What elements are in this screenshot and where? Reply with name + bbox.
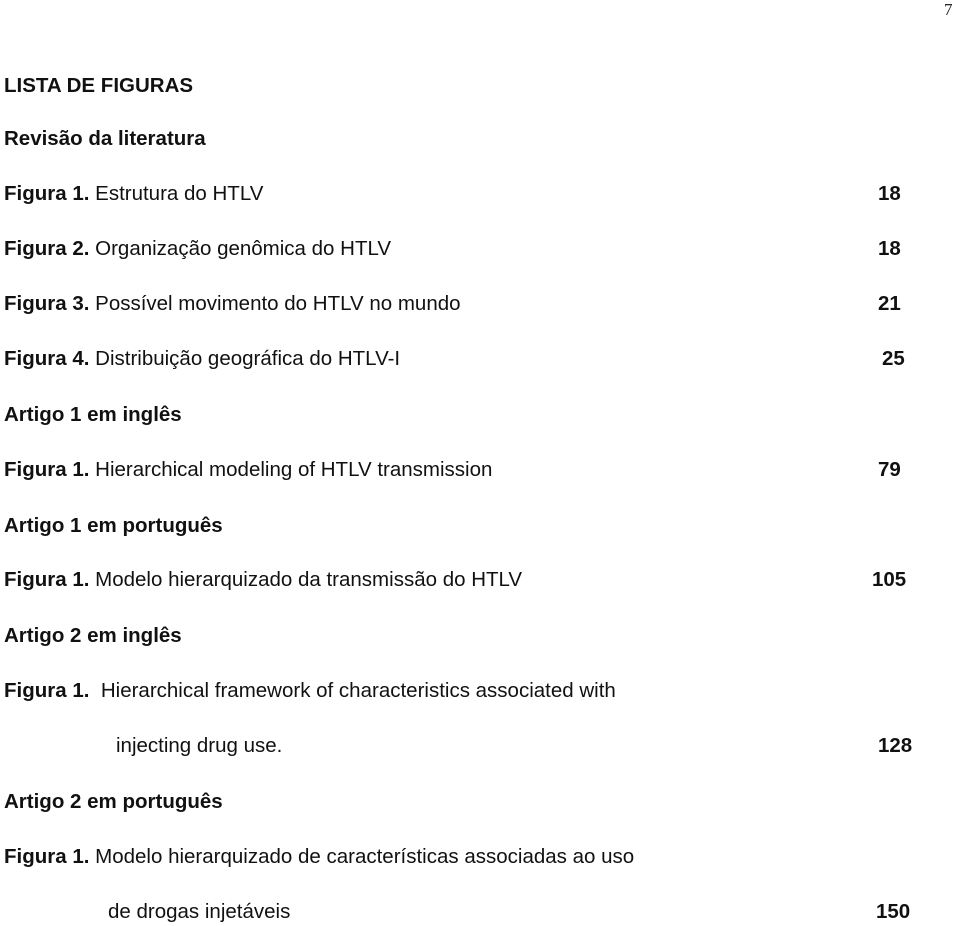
section-heading: Artigo 2 em inglês <box>4 624 182 647</box>
page-ref: 21 <box>878 292 901 315</box>
page-ref: 18 <box>878 182 901 205</box>
page-ref: 25 <box>882 347 905 370</box>
page-ref: 128 <box>878 734 913 757</box>
list-item <box>4 182 263 206</box>
list-item <box>4 347 400 371</box>
figure-caption: Possível movimento do HTLV no mundo <box>95 292 461 315</box>
figure-caption: Hierarchical modeling of HTLV transmission <box>95 458 493 481</box>
figure-caption: Distribuição geográfica do HTLV-I <box>95 347 401 370</box>
figure-label: Figura 4. <box>4 347 90 370</box>
figure-label: Figura 1. <box>4 568 90 591</box>
list-item <box>4 845 634 869</box>
figure-caption: Hierarchical framework of characteristics associated with <box>100 679 616 702</box>
figure-label: Figura 1. <box>4 679 90 702</box>
section-heading: Artigo 2 em português <box>4 790 223 813</box>
page-ref: 105 <box>872 568 907 591</box>
list-title: LISTA DE FIGURAS <box>4 74 194 97</box>
figure-caption: Estrutura do HTLV <box>95 182 264 205</box>
figure-caption-continuation: de drogas injetáveis <box>108 900 291 923</box>
figure-caption: Modelo hierarquizado de características associadas ao uso <box>95 845 635 868</box>
figure-label: Figura 2. <box>4 237 90 260</box>
list-item <box>4 568 522 592</box>
list-item <box>4 292 461 316</box>
figure-label: Figura 1. <box>4 458 90 481</box>
figure-label: Figura 3. <box>4 292 90 315</box>
list-item <box>4 237 391 261</box>
page-ref: 79 <box>878 458 901 481</box>
page-number: 7 <box>944 0 953 19</box>
figure-caption: Organização genômica do HTLV <box>95 237 392 260</box>
section-heading: Artigo 1 em português <box>4 514 223 537</box>
section-heading: Artigo 1 em inglês <box>4 403 182 426</box>
figure-label: Figura 1. <box>4 845 90 868</box>
figure-label: Figura 1. <box>4 182 90 205</box>
figure-caption: Modelo hierarquizado da transmissão do HTLV <box>95 568 523 591</box>
figure-caption-continuation: injecting drug use. <box>116 734 283 757</box>
page-ref: 150 <box>876 900 911 923</box>
list-item <box>4 679 616 703</box>
list-item <box>4 458 492 482</box>
page-ref: 18 <box>878 237 901 260</box>
section-heading: Revisão da literatura <box>4 127 206 150</box>
